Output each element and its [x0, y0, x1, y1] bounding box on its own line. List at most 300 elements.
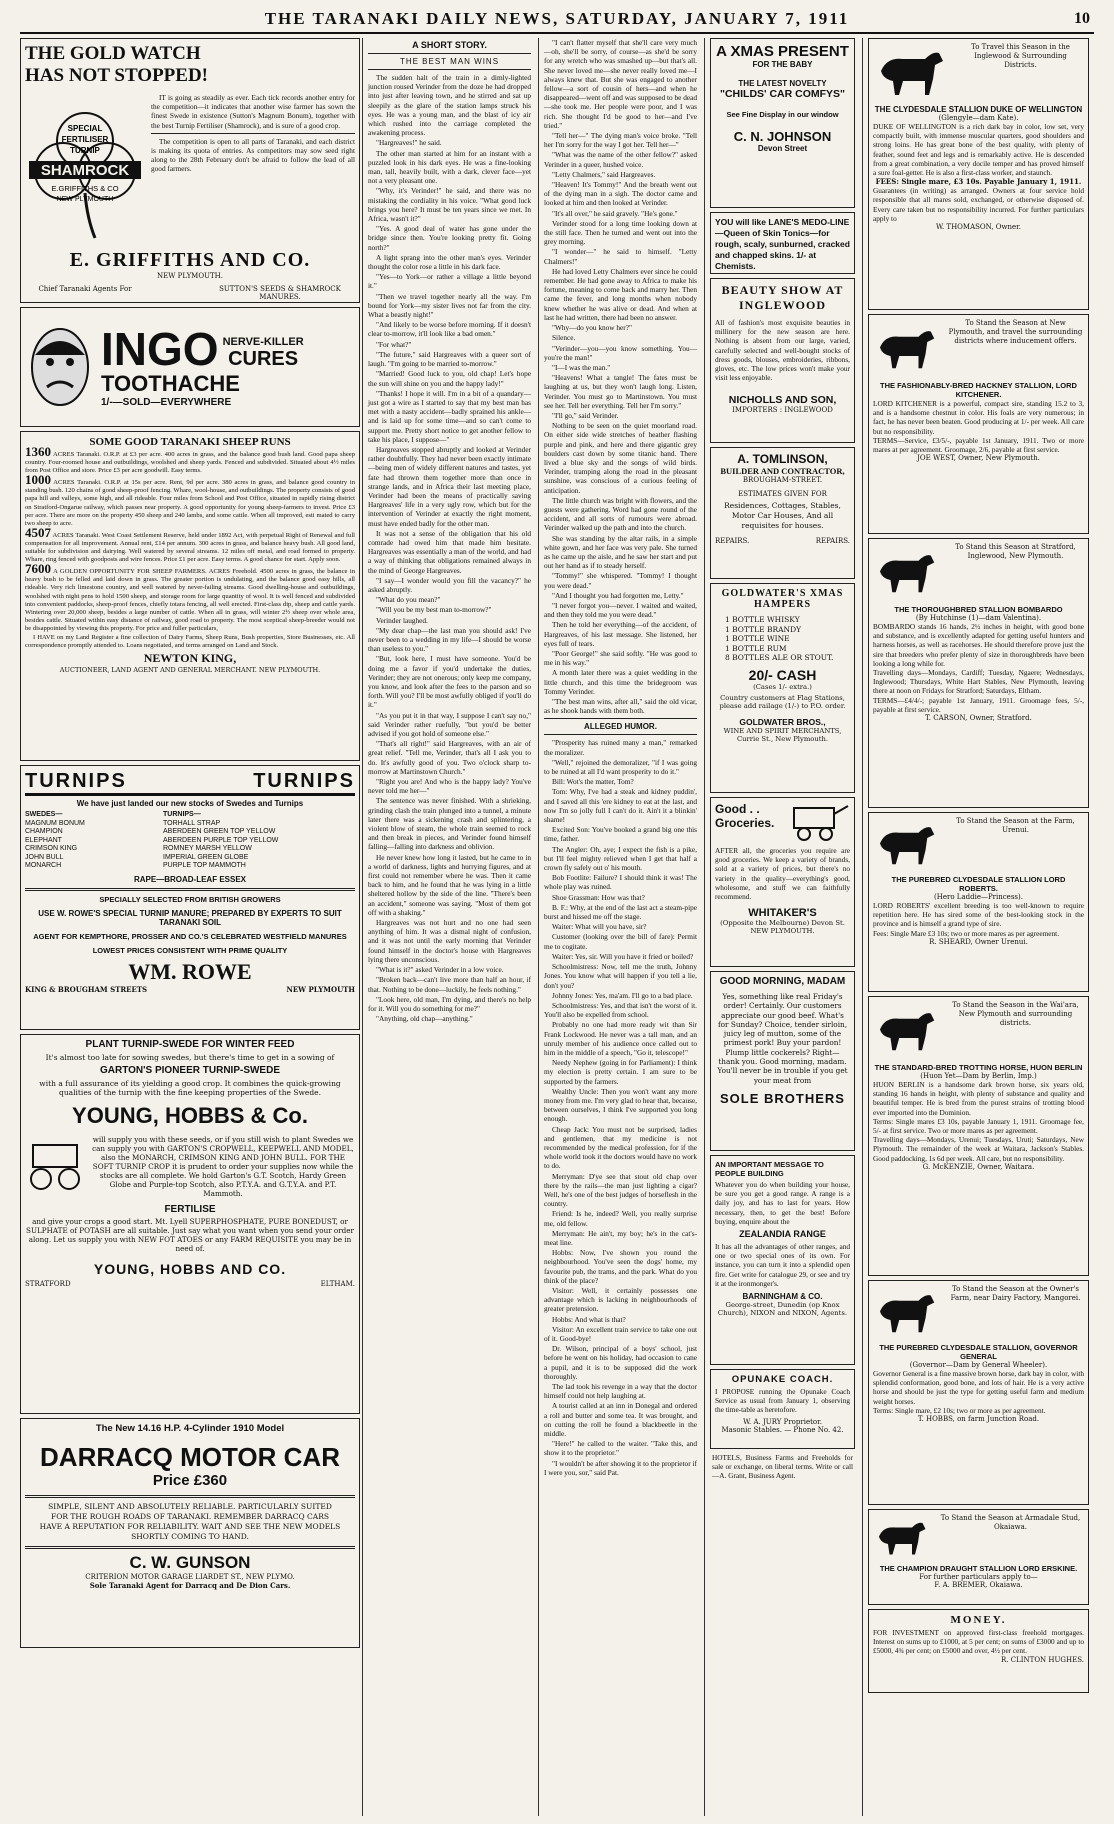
- turnip-item: TORHALL STRAP: [163, 819, 221, 827]
- griffiths-agents-label: Chief Taranaki Agents For: [38, 284, 132, 293]
- ingo-nerve-killer: NERVE-KILLER: [222, 335, 304, 348]
- tomlinson-ad: [710, 447, 855, 579]
- humor-item: Excited Son: You've booked a grand big one this time, father.: [544, 825, 697, 844]
- nicholls-line: IMPORTERS : INGLEWOOD: [732, 406, 833, 415]
- story-paragraph: He never knew how long it lasted, but he came to in a world of darkness, lights and hurrying figures, and at first could not remember where he was. Then it came back to him, and he found that he was lying in a little sheltered hollow by the side of the line. "There's been an accident," someone was saying. "Most of them got off with a shaking.": [368, 852, 531, 917]
- story-cont-paragraph: "Heavens! What a tangle! The fates must be laughing at us, but they won't laugh long. Listen, Verinder. You must go to Martinstown. You must see her. Tell her everything. Tell her I'm sorry.": [544, 373, 697, 410]
- governor-text: Governor General is a fine massive brown horse, dark bay in color, with splendid conformation, good bone, and lots of hair. He is a very active horse and should be just the type for getting useful farm and medium weight horses.: [873, 1369, 1084, 1406]
- land-register-text: I HAVE on my Land Register a fine collection of Dairy Farms, Sheep Runs, Bush properties, Store Businesses, etc. All correspondence promptly attended to. Loans negotiated, and terms arranged on Land and Stock.: [25, 633, 355, 650]
- governor-owner: T. HOBBS, on farm Junction Road.: [917, 1415, 1040, 1424]
- horse-icon: [873, 319, 943, 379]
- johnson-street: Devon Street: [757, 144, 808, 153]
- wellington-title: THE CLYDESDALE STALLION DUKE OF WELLINGTON: [874, 105, 1083, 114]
- fertilise-heading: FERTILISE: [164, 1204, 216, 1215]
- grocer-cart-illustration: [790, 802, 850, 842]
- bombardo-ad: [868, 538, 1089, 808]
- hotels-ad: HOTELS, Business Farms and Freeholds for sale or exchange, on liberal terms. Write or call—A. Grant, Business Agent.: [712, 1453, 853, 1481]
- repairs-right: REPAIRS.: [815, 537, 850, 545]
- range-title: AN IMPORTANT MESSAGE TO PEOPLE BUILDING: [715, 1160, 824, 1178]
- sheep-runs-ad: [20, 431, 360, 761]
- xmas-product: "CHILDS' CAR COMFYS": [719, 88, 846, 100]
- humor-item: "Here!" he called to the waiter. "Take this, and show it to the proprietor.": [544, 1439, 697, 1458]
- whitakers-name: WHITAKER'S: [748, 907, 817, 920]
- young-hobbs-footer: YOUNG, HOBBS AND CO.: [93, 1261, 287, 1277]
- xmas-display: See Fine Display in our window: [726, 110, 839, 119]
- garton-pioneer: GARTON'S PIONEER TURNIP-SWEDE: [100, 1065, 280, 1076]
- seed-drill-illustration: [25, 1135, 85, 1195]
- wellington-fees: FEES: Single mare, £3 10s. Payable January 1, 1911.: [875, 177, 1082, 187]
- fertilise-text: and give your crops a good start. Mt. Lyell SUPERPHOSPHATE, PURE BONEDUST, or SULPHATE of POTASH are all suitable. Just say what you want when you send your order along. Let us supply you with NEW FOT ATOES or any FARM REQUISITE you may be in need of.: [26, 1217, 354, 1253]
- money-ad: [868, 1609, 1089, 1693]
- good-morning-madam: GOOD MORNING, MADAM: [719, 976, 846, 987]
- hamper-note: Country customers at Flag Stations, please add railage (1/-) to P.O. order.: [719, 693, 846, 710]
- sole-text: Yes, something like real Friday's order! Certainly. Our customers appreciate our good beef. What's for Sunday? Choice, tender sirloin, juicy leg of mutton, some of the primest pork! Buy your pardon! Plump little cockerels? Right—thank you. Good morning, madam. You'll never be in trouble if you get your meat from: [717, 992, 848, 1085]
- story-paragraph: "Then we travel together nearly all the way. I'm bound for York—my sister lives not far from the city. What a beastly night!": [368, 291, 531, 320]
- humor-item: Cheap Jack: You must not be surprised, ladies and gentlemen, that my medicine is not recommended by the medical profession, for if the whole world took it the doctors would have no work to do.: [544, 1124, 698, 1171]
- ingo-brand: INGO: [101, 322, 219, 375]
- roberts-title: THE PUREBRED CLYDESDALE STALLION LORD ROBERTS.: [891, 875, 1066, 893]
- hamper-price: 20/- CASH: [748, 666, 817, 683]
- story-paragraph: "That's all right!" said Hargreaves, with an air of great relief. "Tell me, Verinder, that's all I ask you to do. It's awfully good of you. Two o'clock sharp to-morrow at Martinstown Church.": [368, 739, 531, 776]
- turnip-varieties-label: TURNIPS—: [163, 811, 201, 818]
- johnson-name: C. N. JOHNSON: [733, 129, 832, 144]
- erskine-title: THE CHAMPION DRAUGHT STALLION LORD ERSKINE.: [879, 1564, 1078, 1573]
- griffiths-firm: E. GRIFFITHS AND CO.: [69, 249, 311, 271]
- beauty-show-ad: [710, 278, 855, 443]
- humor-item: Bill: Wot's the matter, Tom?: [552, 777, 634, 787]
- bombardo-terms: TERMS—£4/4/-; payable 1st January, 1911. Groomage fees, 5/-, payable at first service.: [873, 695, 1084, 714]
- shamrock-place: NEW PLYMOUTH: [56, 196, 114, 203]
- story-paragraph: "Broken back—can't live more than half an hour, if that. Nothing to be done—luckily, he feels nothing.": [368, 975, 531, 994]
- roberts-intro: To Stand the Season at the Farm, Urenui.: [956, 817, 1075, 834]
- goldwater-trade: WINE AND SPIRIT MERCHANTS, Currie St., New Plymouth.: [723, 726, 842, 743]
- tomlinson-estimates: ESTIMATES GIVEN FOR: [738, 490, 827, 498]
- humor-item: Schoolmistress: Now, tell me the truth, Johnny Jones. You know what will happen if you tell a lie, don't you?: [544, 962, 697, 990]
- story-title: THE BEST MAN WINS: [399, 57, 500, 66]
- british-growers: SPECIALLY SELECTED FROM BRITISH GROWERS: [99, 894, 281, 904]
- westfield-agent: AGENT FOR KEMPTHORE, PROSSER AND CO.'S CELEBRATED WESTFIELD MANURES: [33, 931, 347, 941]
- shamrock-fertiliser: FERTILISER: [61, 135, 109, 144]
- ingo-sold: 1/-—SOLD—EVERYWHERE: [101, 396, 232, 408]
- erskine-owner: F. A. BREMER, Okaiawa.: [934, 1581, 1023, 1589]
- lowest-prices: LOWEST PRICES CONSISTENT WITH PRIME QUALITY: [92, 945, 288, 955]
- bombardo-intro: To Stand this Season at Stratford, Inglewood, New Plymouth.: [955, 543, 1076, 560]
- masthead-title: THE TARANAKI DAILY NEWS, SATURDAY, JANUARY 7, 1911: [264, 9, 850, 28]
- erskine-note: For further particulars apply to—: [919, 1573, 1038, 1581]
- run-acres-7600: 7600: [25, 561, 51, 577]
- shamrock-turnip: TURNIP: [70, 146, 100, 155]
- berlin-terms: Terms: Single mares £3 10s, payable January 1, 1911. Groomage fee, 5/- at first service. Two or more mares as per agreement.: [873, 1116, 1084, 1136]
- humor-item: "I wouldn't be after showing it to the proprietor if I were you, sor," said Pat.: [544, 1458, 697, 1477]
- kitchener-text: LORD KITCHENER is a powerful, compact sire, standing 15.2 to 3, and is a handsome chestnut in color. His foals are very numerous; in fact, he has never been beaten. Good producing at 1/- per week. All care but no responsibility.: [873, 399, 1084, 436]
- griffiths-town: NEW PLYMOUTH.: [157, 272, 223, 280]
- story-paragraph: Verinder laughed.: [376, 615, 428, 625]
- story-paragraph: A light sprang into the other man's eyes. Verinder thought the color rose a little in his dark face.: [368, 252, 531, 272]
- swede-item: MAGNUM BONUM: [25, 819, 85, 827]
- governor-title: THE PUREBRED CLYDESDALE STALLION, GOVERNOR GENERAL: [879, 1343, 1078, 1361]
- story-cont-paragraph: "It's all over," he said gravely. "He's gone.": [552, 208, 678, 218]
- shamrock-maker: E.GRIFFITHS & CO: [51, 184, 119, 193]
- turnip-swede-intro: It's almost too late for sowing swedes, but there's time to get in a sowing of: [45, 1053, 335, 1062]
- story-cont-paragraph: She was standing by the altar rails, in a simple white gown, and her face was very pale. She turned as he came up the aisle, and he saw her start and put out her hand as if to steady herself.: [544, 533, 697, 571]
- berlin-owner: G. McKENZIE, Owner, Waitara.: [922, 1162, 1035, 1171]
- story-paragraph: The sudden halt of the train in a dimly-lighted junction roused Verinder from the doze he had dropped into just after leaving town, and he stirred and sat up sleepily as the glare of the station lamps struck his eyes. He was a young man, and the blast of icy air which rushed into the carriage completed the awakening process.: [368, 73, 531, 138]
- story-paragraph: "I say—I wonder would you fill the vacancy?" he asked abruptly.: [368, 575, 531, 594]
- humor-item: Hobbs: Now, I've shown you round the neighbourhood. You've seen the dogs' home, my favourite pub, the trams, and the park. What do you think of the place?: [544, 1248, 697, 1285]
- turnip-item: ROMNEY MARSH YELLOW: [163, 845, 252, 852]
- whitakers-addr: (Opposite the Melbourne) Devon St. NEW PLYMOUTH.: [720, 919, 845, 936]
- turnip-item: ABERDEEN PURPLE TOP YELLOW: [163, 836, 279, 844]
- zealandia-range: ZEALANDIA RANGE: [739, 1229, 826, 1240]
- berlin-sire: (Huon Yet—Dam by Berlin, Imp.): [920, 1072, 1037, 1080]
- rowe-town: NEW PLYMOUTH: [286, 984, 355, 994]
- page-number: 10: [1074, 10, 1090, 27]
- story-cont-paragraph: "I'll go," said Verinder.: [552, 410, 619, 420]
- humor-item: Merryman: D'ye see that stout old chap over there by the rails—the man just lighting a cigar? Well, he's one of the best judges of horseflesh in the country.: [544, 1171, 697, 1209]
- column-3: [538, 38, 702, 1816]
- story-paragraph: "Why, it's Verinder!" he said, and there was no mistaking the cordiality in his voice. "What good luck brings you here? It must be ten years since we met. In Africa, wasn't it?": [368, 186, 531, 224]
- wellington-sire: (Glengyle—dam Kate).: [938, 114, 1019, 122]
- repairs-left: REPAIRS.: [715, 537, 750, 545]
- story-paragraph: "And likely to be worse before morning. If it doesn't clear to-morrow, it'll look like a bad omen.": [368, 320, 531, 339]
- groceries-title: Good . . Groceries.: [715, 802, 775, 830]
- run-text-1000: ACRES Taranaki. O.R.P. at 15s per acre. Rent, 9d per acre. 380 acres in grass, and balance good country in standing bush. 120 chains of good sheep-proof fencing. Whare, wool-house, and outbuildings. The property consists of good papa hill and valleys, some high, and all rideable. Four miles from School and Post Office, situated in rapidly rising district on Stratford-Ongarue railway, which passes near property. A good opportunity for young sheep-farmers to invest. Price £3 per acre. There are more on the property 450 sheep and 240 lambs, and some cattle. When all improved, esti mated to carry two sheep to acre.: [25, 479, 355, 527]
- story-paragraph: Hargreaves stopped abruptly and looked at Verinder rather doubtfully. They had never been exactly intimate—being men of widely different natures and tastes, yet fate had thrown them together more than once in strange lands, and in Africa their last meeting place, Verinder had been the means of practically saving Hargreaves' life in a very ugly row, which but for the intervention of Verinder at exactly the right moment, must have ended badly for the other man.: [368, 444, 531, 528]
- story-cont-paragraph: Then he told her everything—of the accident, of Hargreaves, of his last message. She listened, her eyes full of tears.: [544, 620, 697, 648]
- story-body: [368, 73, 531, 1023]
- duke-of-wellington-ad: [868, 38, 1089, 310]
- horse-icon: [873, 43, 953, 103]
- humor-item: Probably no one had more ready wit than Sir Frank Lockwood. He never was a tall man, and an unruly member of his audience once called out to him in the middle of a speech, "Go it, telescope!": [544, 1020, 697, 1057]
- groceries-text: AFTER all, the groceries you require are good groceries. We keep a variety of brands, sold at a variety of prices, but there's no variety in the quality—everything's good, wholesome, and stuff we can faithfully recommend.: [715, 846, 850, 902]
- short-story-section: A SHORT STORY.: [412, 40, 487, 50]
- story-paragraph: The sentence was never finished. With a shrieking, grinding clash the train plunged into a tunnel, a minute later there was a sickening crash and splintering, a violent blow of steam, the whole train seemed to rock and then break in pieces, and Verinder found himself falling—falling into darkness and oblivion.: [368, 796, 531, 852]
- humor-item: The lad took his revenge in a way that the doctor himself could not help laughing at.: [544, 1382, 697, 1401]
- story-cont-paragraph: "The best man wins, after all," said the old vicar, as he shook hands with them both.: [544, 697, 697, 716]
- newton-king: NEWTON KING,: [143, 651, 237, 666]
- berlin-text: HUON BERLIN is a handsome dark brown horse, six years old, standing 16 hands in height, with plenty of substance and quality and beautiful temper. He is bred from the purest strains of trotting blood ever imported into the Dominion.: [873, 1080, 1084, 1117]
- story-cont-paragraph: Verinder stood for a long time looking down at the still face. Then he turned and went out into the grey morning.: [544, 218, 697, 247]
- story-paragraph: Hargreaves was not hurt and no one had seen anything of him. It was a dismal night of confusion, and it was not until the early morning that Verinder found himself in the doctor's house with Hargreaves lying there unconscious.: [368, 918, 531, 964]
- story-paragraph: "What is it?" asked Verinder in a low voice.: [376, 965, 504, 975]
- hamper-item: 1 BOTTLE BRANDY: [725, 624, 802, 634]
- story-paragraph: "Thanks! I hope it will. I'm in a bit of a quandary—just got a wire as I started to say that my best man has met with a nasty accident—badly sprained his ankle—and is laid up for some time—and so can't come to support me. Pretty short notice to get another fellow to take his place, I suppose—": [368, 388, 531, 444]
- story-cont-paragraph: "Letty Chalmers," said Hargreaves.: [552, 169, 656, 179]
- story-paragraph: "Married! Good luck to you, old chap! Let's hope the sun will shine on you and the happy lady!": [368, 369, 531, 388]
- governor-terms: Terms: Single mare, £2 10s; two or more as per agreement.: [873, 1405, 1046, 1415]
- humor-item: "Well," rejoined the demoralizer, "if I was going to be ruined at all I'd want prosperity to do it.": [544, 757, 697, 777]
- humor-item: Visitor: An excellent train service to take one out of it. Good-bye!: [544, 1324, 697, 1344]
- run-acres-1360: 1360: [25, 444, 51, 459]
- humor-item: Needy Nephew (going in for Parliament): I think my election is pretty certain. I am sure to be supported by the farmers.: [544, 1058, 697, 1086]
- horse-icon: [873, 1001, 943, 1061]
- shamrock-word: SHAMROCK: [40, 162, 130, 179]
- range-desc: It has all the advantages of other ranges, and one or two special ones of its own. For instance, you can turn it into a splendid open fire. Get write for catalogue 29, or see and try it at the ironmonger's.: [715, 1242, 850, 1288]
- roberts-text: LORD ROBERTS' excellent breeding is too well-known to require repetition here. He has sired some of the best-looking stock in the province and is himself a grand type of sire.: [873, 901, 1084, 929]
- ingo-toothache: TOOTHACHE: [101, 370, 240, 396]
- turnip-swede-ad: [20, 1034, 360, 1414]
- lord-roberts-ad: [868, 812, 1089, 992]
- humor-item: Schoolmistress: Yes, and that isn't the worst of it. You'll also be expelled from school.: [544, 1000, 697, 1020]
- opunake-title: OPUNAKE COACH.: [731, 1374, 834, 1385]
- beauty-text: All of fashion's most exquisite beauties in millinery for the new season are here. Nothing is absent from our large, varied, carefully selected and well-bought stocks of dress goods, blouses, embroideries, ribbons, gloves, etc. The low prices won't make your visit less enjoyable.: [715, 318, 850, 383]
- hamper-item: 1 BOTTLE WHISKY: [725, 615, 800, 624]
- darracq-price: Price £360: [152, 1472, 228, 1489]
- humor-item: Waiter: Yes, sir. Will you have it fried or boiled?: [552, 951, 694, 961]
- story-cont-paragraph: "I—I was the man.": [552, 362, 611, 372]
- story-cont-paragraph: "I can't flatter myself that she'll care very much—oh, she'll be sorry, of course—as she'd be sorry for any wretch who was smashed up—but that's all. She never loved me—she never really loved me—I always knew that. But she was engaged to another fellow—a sort of cousin of hers—and when he disappeared—went off and was supposed to be dead—she took me. Her people were poor, and I was rich. She thought I'd be good to her—and I've tried.": [544, 38, 697, 130]
- humor-item: Johnny Jones: Yes, ma'am. I'll go to a bad place.: [552, 990, 693, 1000]
- kitchener-title: THE FASHIONABLY-BRED HACKNEY STALLION, LORD KITCHENER.: [880, 381, 1077, 399]
- column-5: [862, 38, 1094, 1816]
- run-text-7600: A GOLDEN OPPORTUNITY FOR SHEEP FARMERS. ACRES Freehold. 4500 acres in grass, the balance in heavy bush to be felled and laid down in grass. The greater portion is undulating, and the balance good easy hills, all rideable. Very rich limestone country, and well watered by never-failing streams. Good dwelling-house and outbuildings, woolshed with night pens to hold 1500 sheep, and storage room for large quantity of wool. It is well fenced and subdivided into convenient paddocks, sheep-proof fences, chiefly totara fencing, all well erected. First-class dip, sheep and cattle yards. Wintering over 20,000 sheep, besides a large number of cattle. When all in grass, will winter 2½ sheep over whole area, besides cattle. Situated within easy distance of railway, good road to property. The most sceptical sheep-breeder would not be disappointed by viewing this property. For price and fuller particulars,: [25, 568, 355, 632]
- story-paragraph: "The future," said Hargreaves with a queer sort of laugh. "I'm going to be married to-morrow.": [368, 349, 531, 369]
- story-paragraph: "Right you are! And who is the happy lady? You've never told me her—": [368, 777, 531, 796]
- money-text: FOR INVESTMENT on approved first-class freehold mortgages. Interest on sums up to £1000, at 5 per cent; on sums of £3000 and up to £5000, 4¾ per cent; on £5000 and over, 4½ per cent.: [873, 1628, 1084, 1656]
- humor-item: Wealthy Uncle: Then you won't want any more money from me. I'm very glad to hear that, because, between ourselves, I think I've supported you long enough.: [544, 1086, 697, 1124]
- story-paragraph: "My dear chap—the last man you should ask! I've never been to a wedding in my life—I should be worse than useless to you.": [368, 625, 531, 654]
- bombardo-owner: T. CARSON, Owner, Stratford.: [925, 714, 1032, 723]
- column-4: [704, 38, 860, 1816]
- berlin-intro: To Stand the Season in the Wai'ara, New Plymouth and surrounding districts.: [952, 1001, 1079, 1027]
- bombardo-sire: (By Hutchinse (1)—dam Valentina).: [915, 614, 1042, 622]
- roberts-owner: R. SHEARD, Owner Urenui.: [929, 937, 1028, 946]
- story-cont-paragraph: The little church was bright with flowers, and the guests were gathering. Word had gone round of the accident, and all sorts of rumours were abroad. Verinder walked up the path and into the church.: [544, 495, 697, 533]
- bombardo-title: THE THOROUGHBRED STALLION BOMBARDO: [894, 605, 1063, 614]
- turnip-swede-heading: PLANT TURNIP-SWEDE FOR WINTER FEED: [85, 1039, 295, 1050]
- story-paragraph: "Yes—to York—or rather a village a little beyond it.": [368, 272, 531, 291]
- swede-item: CHAMPION: [25, 828, 63, 835]
- ingo-ad: [20, 307, 360, 427]
- garton-desc: with a full assurance of its yielding a good crop. It combines the quick-growing qualities of the turnip with the fine keeping properties of the Swede.: [39, 1079, 341, 1097]
- shamrock-special: SPECIAL: [67, 124, 103, 133]
- lanes-medoline-lead: YOU will like LANE'S MEDO-LINE: [715, 217, 850, 227]
- run-text-4507: ACRES Taranaki. West Coast Settlement Reserve, held under 1892 Act, with perpetual Right of Renewal and full compensation for all improvement. Annual rent, £14 per annum. 300 acres in grass, and balance heavy bush. All good land, suitable for subdivision and dairying. Well watered by several streams. 12 miles off metal, and road formed to property. Whare, ring fenced with goodposts and wire fences. Price £1 per acre. Easy terms. A good chance for start. Apply soon.: [25, 531, 355, 564]
- eltham-label: ELTHAM.: [320, 1280, 355, 1288]
- zealandia-range-ad: [710, 1155, 855, 1365]
- humor-item: B. F.: Why, at the end of the last act a steam-pipe burst and hissed me off the stage.: [544, 902, 697, 922]
- young-hobbs-supply: will supply you with these seeds, or if you still wish to plant Swedes we can supply you with GARTON'S CROPWELL, KEEPWELL AND MODEL, also the MONARCH, CRIMSON KING AND JOHN BULL. FOR THE SOFT TURNIP CROP it is prudent to order your supplies now while the stocks are all complete. We hold Garton's G.T. Scotch, Hardy Green Globe and Purple-top Scotch, also P.T.Y.A. and G.T.Y.A. and P.T. Mammoth.: [92, 1135, 354, 1198]
- story-paragraph: The other man started at him for an instant with a puzzled look in his dark eyes. He was a fine-looking man, tall, heavily built, with a dark, clever face—yet not a very pleasant one.: [368, 148, 531, 186]
- story-paragraph: "As you put it in that way, I suppose I can't say no," said Verinder rather ruefully, "but you'd be better advised if you got hold of someone else.": [368, 710, 531, 739]
- ingo-cures: CURES: [228, 347, 299, 370]
- rape-line: RAPE—BROAD-LEAF ESSEX: [133, 874, 246, 884]
- tomlinson-trade: BUILDER AND CONTRACTOR,: [720, 466, 845, 476]
- tomlinson-name: A. TOMLINSON,: [737, 452, 828, 466]
- story-paragraph: It was not a sense of the obligation that his old comrade had owed him that made him hesitate. Hargreaves was essentially a man of the world, and had a way of thinking that obligations remained always in the mind of George Hargreaves.: [368, 528, 531, 575]
- xmas-title: A XMAS PRESENT: [716, 43, 849, 60]
- barningham-addr: George-street, Dunedin (op Knox Church), NIXON and NIXON, Agents.: [717, 1301, 848, 1318]
- gold-watch-para2: The competition is open to all parts of Taranaki, and each district is making its quota of entries. As competitors may sow seed right along to the 28th February don't be afraid to follow the lead of all good farmers.: [151, 136, 355, 174]
- swede-item: JOHN BULL: [25, 853, 64, 861]
- opunake-text: I PROPOSE running the Opunake Coach Service as usual from January 1, observing the time-table as heretofore.: [715, 1387, 850, 1415]
- story-paragraph: "Will you be my best man to-morrow?": [376, 605, 492, 615]
- gold-watch-headline: THE GOLD WATCH HAS NOT STOPPED!: [25, 43, 209, 86]
- humor-item: "Prosperity has ruined many a man," remarked the moralizer.: [544, 738, 697, 757]
- shamrock-logo: [25, 93, 145, 243]
- turnips-heading-right: TURNIPS: [253, 770, 355, 792]
- story-paragraph: "Anything, old chap—anything.": [376, 1014, 473, 1024]
- story-paragraph: "What do you mean?": [376, 595, 441, 605]
- erskine-intro: To Stand the Season at Armadale Stud, Okaiawa.: [940, 1514, 1081, 1531]
- wm-rowe: WM. ROWE: [128, 958, 252, 984]
- bombardo-days: Travelling days—Mondays, Cardiff; Tuesday, Ngaere; Wednesdays, Inglewood; Thursdays, White Hart Stables, New Plymouth, leaving there at noon on Fridays for Stratford; Saturdays, Eltham.: [873, 668, 1084, 696]
- wellington-owner: W. THOMASON, Owner.: [935, 223, 1021, 232]
- darracq-model: The New 14.16 H.P. 4-Cylinder 1910 Model: [95, 1423, 285, 1434]
- rowe-street: KING & BROUGHAM STREETS: [25, 984, 148, 994]
- sole-brothers-ad: [710, 971, 855, 1151]
- story-cont-paragraph: "I wonder—" he said to himself. "Letty Chalmers!": [544, 247, 697, 266]
- lord-kitchener-ad: [868, 314, 1089, 534]
- humor-item: Tom: Why, I've had a steak and kidney puddin', and I saved all this 'ere kidney to eat at the last, and now I'm so jolly full I can't do it. Ain't it a blinkin' shame!: [544, 787, 697, 825]
- humor-item: A tourist called at an inn in Donegal and ordered a roll and butter and some tea. It was brought, and on cutting the roll he found a blackbeetle in the middle.: [544, 1401, 697, 1439]
- toothache-face-illustration: [25, 317, 95, 417]
- column-2: [362, 38, 536, 1816]
- humor-item: Waiter: What will you have, sir?: [552, 922, 647, 932]
- horse-icon: [873, 543, 943, 603]
- story-cont-paragraph: "Poor George!" she said softly. "He was good to me in his way.": [544, 649, 697, 668]
- gunson-name: C. W. GUNSON: [129, 1553, 251, 1572]
- story-cont-paragraph: He had loved Letty Chalmers ever since he could remember. He had gone away to Africa to make his fortune, meaning to come back and marry her. Then came the fever, and long months when nobody knew whether he was alive or dead. And when at last he had written, there had been no answer.: [544, 266, 697, 322]
- story-cont-paragraph: "Why—do you know her?": [552, 323, 632, 333]
- kitchener-owner: JOE WEST, Owner, New Plymouth.: [917, 454, 1040, 463]
- berlin-days: Travelling days—Mondays, Urenui; Tuesdays, Uruti; Saturdays, New Plymouth. The remainder of the week at Waitara, Jackson's Stables. Good paddocking, 1s 6d per week. All care, but no responsibility.: [873, 1135, 1084, 1163]
- humor-item: The Angler: Oh, aye; I expect the fish is a pike, but I'll feel mighty relieved when I get that half a crown fly safely out o' his mouth.: [544, 844, 697, 873]
- lanes-medoline-text: —Queen of Skin Tonics—for rough, scaly, sunburned, cracked and chapped skins. 1/- at Chemists.: [715, 228, 850, 271]
- sole-brothers: SOLE BROTHERS: [720, 1090, 845, 1106]
- humor-item: Merryman: He ain't, my boy; he's in the cat's-meat line.: [544, 1228, 697, 1247]
- story-paragraph: "But, look here, I must have someone. You'd be doing me a favor if you'd undertake the duties, Verinder; they are not onerous; only keep me company, you know, and look after the fees to the parson and so forth. Will you? I'll be most awfully obliged if you'll do it.": [368, 654, 531, 710]
- goldwater-firm: GOLDWATER BROS.,: [739, 716, 826, 727]
- story-continued: [544, 38, 697, 715]
- turnip-item: ABERDEEN GREEN TOP YELLOW: [163, 828, 276, 835]
- lord-erskine-ad: [868, 1509, 1089, 1605]
- xmas-latest: THE LATEST NOVELTY: [738, 79, 827, 88]
- nicholls-firm: NICHOLLS AND SON,: [728, 394, 837, 407]
- wellington-travel: To Travel this Season in the Inglewood & Surrounding Districts.: [971, 43, 1070, 69]
- opunake-coach-ad: [710, 1369, 855, 1449]
- xmas-for: FOR THE BABY: [752, 60, 813, 69]
- jury-phone: Masonic Stables. — Phone No. 42.: [721, 1425, 844, 1434]
- tomlinson-street: BROUGHAM-STREET.: [742, 476, 823, 484]
- lanes-medoline-ad: [710, 212, 855, 274]
- barningham-firm: BARNINGHAM & CO.: [742, 1292, 823, 1302]
- darracq-desc: SIMPLE, SILENT AND ABSOLUTELY RELIABLE. PARTICULARLY SUITED FOR THE ROUGH ROADS OF TARANAKI. REMEMBER DARRACQ CARS HAVE A REPUTATION FOR RELIABILITY. WAIT AND SEE THE NEW MODELS SHORTLY COMING TO HAND.: [39, 1502, 341, 1541]
- kitchener-terms: TERMS—Service, £3/5/-, payable 1st January, 1911. Two or more mares at per agreement. Groomage, 2/6, payable at first service.: [873, 435, 1084, 455]
- goldwater-ad: [710, 583, 855, 793]
- jury-owner: W. A. JURY Proprietor.: [743, 1417, 822, 1426]
- money-owner: R. CLINTON HUGHES.: [1001, 1655, 1084, 1664]
- turnip-item: IMPERIAL GREEN GLOBE: [163, 853, 249, 861]
- humor-body: [544, 738, 697, 1477]
- story-cont-paragraph: Nothing to be seen on the quiet moorland road. On either side wide stretches of heather flashing purple and pink, and here and there gigantic grey boulders cast down by some titanic hand. There lived a blue sky and the songs of wild birds. Verinder, tramping along the road in the pleasant sunshine, was conscious of a curious feeling of anticipation.: [544, 421, 697, 495]
- newton-king-title: AUCTIONEER, LAND AGENT AND GENERAL MERCHANT. NEW PLYMOUTH.: [59, 666, 321, 675]
- hamper-item: 1 BOTTLE RUM: [725, 643, 787, 653]
- governor-general-ad: [868, 1280, 1089, 1505]
- humor-item: Hobbs: And what is that?: [552, 1314, 626, 1324]
- range-text: Whatever you do when building your house, be sure you get a good range. A range is a daily joy, and has to last for years. How necessary, then, to get the best! Before buying, enquire about the: [715, 1180, 850, 1226]
- sheep-runs-heading: SOME GOOD TARANAKI SHEEP RUNS: [89, 436, 291, 448]
- stratford-label: STRATFORD: [25, 1280, 71, 1288]
- griffiths-agents-products: SUTTON'S SEEDS & SHAMROCK MANURES.: [219, 284, 341, 302]
- run-text-1360: ACRES Taranaki. O.R.P. at £3 per acre. 400 acres in grass, and the balance good bush land. Good papa sheep country. Four-roomed house and outbuildings, woolshed and sheep yards. Fenced and subdivided. Situated about 4½ miles from Post Office and store. Price £3 per acre goodwill. Easy terms.: [25, 451, 355, 475]
- story-cont-paragraph: "And I thought you had forgotten me, Letty.": [552, 590, 684, 600]
- run-acres-1000: 1000: [25, 472, 51, 488]
- swedes-label: SWEDES—: [25, 811, 63, 818]
- darracq-ad: [20, 1418, 360, 1648]
- humor-item: Bob Footlite: Failure? I should think it was! The whole play was ruined.: [544, 873, 697, 892]
- money-title: MONEY.: [950, 1614, 1007, 1626]
- humor-item: Visitor: Well, it certainly possesses one advantage which is lacking in neighbourhoods of greater pretension.: [544, 1286, 697, 1314]
- wellington-note: Guarantees (in writing) as arranged. Owners at four service hold responsible that all mares sold, exchanged, or otherwise disposed of. Every care taken but no responsibility incurred. For further particulars apply to: [873, 186, 1084, 223]
- huon-berlin-ad: [868, 996, 1089, 1276]
- gold-watch-para1: IT is going as steadily as ever. Each tick records another entry for the competition—it indicates that another wise farmer has sown the finest Swede in existence (Sutton's Magnum Bonum), together with the best Turnip Fertiliser (Shamrock), and is sure of a good crop.: [151, 93, 355, 130]
- hamper-item: 1 BOTTLE WINE: [725, 634, 790, 643]
- story-cont-paragraph: "Heaven! It's Tommy!" And the breath went out of the dying man in a sigh. The doctor came and looked at him and then looked at Verinder.: [544, 180, 697, 208]
- tomlinson-list: Residences, Cottages, Stables, Motor Car Houses, And all requisites for houses.: [724, 501, 841, 530]
- alleged-humor-heading: ALLEGED HUMOR.: [584, 722, 657, 732]
- wellington-text: DUKE OF WELLINGTON is a rich dark bay in color, low set, very compactly built, with immense muscular quarters, good shoulders and strong loins. He has great bone of the best quality, with plenty of feather, sound feet and legs and is remarkably active. He is descended from a great combination, a very docile temper and has proved himself a sure foal-getter. He is also a first-class worker, and staunch.: [873, 122, 1084, 178]
- swede-item: CRIMSON KING: [25, 845, 78, 852]
- young-hobbs-firm: YOUNG, HOBBS & Co.: [72, 1103, 308, 1128]
- xmas-present-ad: [710, 38, 855, 208]
- humor-item: Dr. Wilson, principal of a boys' school, just before he went on his holiday, had occasion to cane a pupil, and it is to be supposed did the work thoroughly.: [544, 1344, 697, 1381]
- swede-item: MONARCH: [25, 862, 62, 869]
- horse-icon: [873, 817, 943, 873]
- story-paragraph: "For what?": [376, 339, 412, 349]
- horse-icon: [873, 1514, 933, 1562]
- turnips-sub: We have just landed our new stocks of Swedes and Turnips: [76, 799, 304, 808]
- governor-sire: (Governor—Dam by General Wheeler).: [909, 1361, 1048, 1369]
- humor-item: Customer (looking over the bill of fare): Permit me to cogitate.: [544, 932, 697, 951]
- story-cont-paragraph: "I never forgot you—never. I waited and waited, and then they told me you were dead.": [544, 600, 697, 620]
- column-1: [20, 38, 360, 1816]
- story-cont-paragraph: A month later there was a quiet wedding in the little church, and this time the bridegroom was Tommy Verinder.: [544, 668, 697, 696]
- roberts-fees: Fees: Single Mare £3 10s; two or more mares as per agreement.: [873, 928, 1060, 938]
- gunson-garage: CRITERION MOTOR GARAGE LIARDET ST., NEW PLYMO.: [85, 1573, 295, 1581]
- story-cont-paragraph: "Tommy!" she whispered. "Tommy! I thought you were dead.": [544, 571, 697, 590]
- humor-item: Friend: Is he, indeed? Well, you really surprise me, old fellow.: [544, 1209, 697, 1228]
- groceries-ad: [710, 797, 855, 967]
- story-paragraph: "Yes. A good deal of water has gone under the bridge since then. You're looking pretty fit. Going north?": [368, 224, 531, 252]
- hamper-item: 8 BOTTLES ALE OR STOUT.: [725, 653, 834, 662]
- turnips-ad: [20, 765, 360, 1030]
- rowe-manure: USE W. ROWE'S SPECIAL TURNIP MANURE; PREPARED BY EXPERTS TO SUIT TARANAKI SOIL: [38, 908, 342, 927]
- horse-icon: [873, 1285, 943, 1341]
- turnip-item: PURPLE TOP MAMMOTH: [163, 862, 246, 869]
- story-paragraph: "Look here, old man, I'm dying, and there's no help for it. Will you do something for me?": [368, 994, 531, 1013]
- gunson-agent: Sole Taranaki Agent for Darracq and De Dion Cars.: [89, 1581, 291, 1590]
- bombardo-text: BOMBARDO stands 16 hands, 2½ inches in height, with good bone and substance, and is excellently adapted for getting useful hunters and harness horses, as well as racehorses. He should therefore prove just the sire that breeders who prefer plenty of size in thoroughbreds have been looking a long while for.: [873, 622, 1084, 668]
- kitchener-intro: To Stand the Season at New Plymouth, and travel the surrounding districts where inducement offers.: [948, 319, 1083, 345]
- swede-item: ELEPHANT: [25, 836, 62, 844]
- story-cont-paragraph: "Verinder—you—you know something. You—you're the man!": [544, 343, 697, 362]
- humor-item: Shoe Grassman: How was that?: [552, 892, 645, 902]
- roberts-sire: (Hero Laddie—Princess).: [934, 893, 1023, 901]
- story-cont-paragraph: "Tell her—" The dying man's voice broke. "Tell her I'm sorry for the way I got her. Tell her—": [544, 131, 697, 150]
- run-acres-4507: 4507: [25, 524, 51, 540]
- story-cont-paragraph: Silence.: [552, 333, 576, 343]
- governor-intro: To Stand the Season at the Owner's Farm, near Dairy Factory, Mangorei.: [950, 1285, 1081, 1302]
- story-paragraph: "Hargreaves!" he said.: [376, 138, 442, 148]
- hamper-extra: (Cases 1/- extra.): [753, 682, 812, 691]
- goldwater-title: GOLDWATER'S XMAS HAMPERS: [721, 588, 844, 610]
- beauty-title: BEAUTY SHOW AT INGLEWOOD: [721, 283, 844, 312]
- turnips-heading-left: TURNIPS: [25, 770, 127, 792]
- berlin-title: THE STANDARD-BRED TROTTING HORSE, HUON BERLIN: [874, 1063, 1083, 1072]
- masthead: [20, 6, 1094, 34]
- darracq-name: DARRACQ MOTOR CAR: [40, 1442, 340, 1472]
